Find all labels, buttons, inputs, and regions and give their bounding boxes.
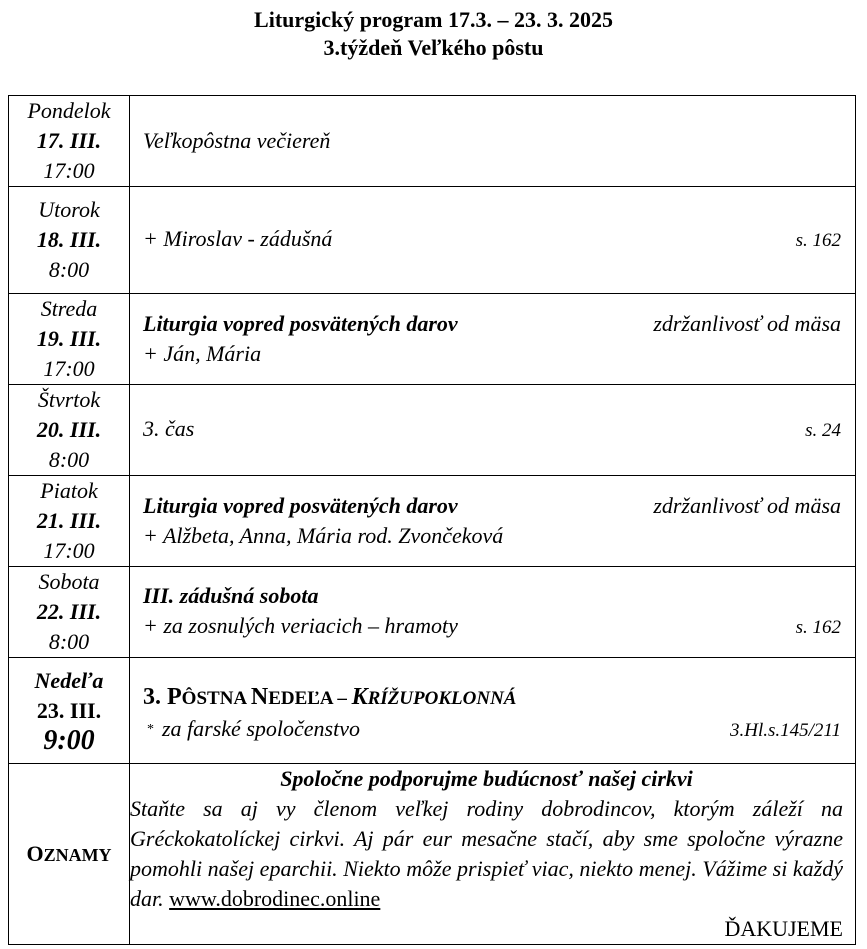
sunday-title: 3. PÔSTNA NEDEĽA – KRÍŽUPOKLONNÁ (143, 683, 517, 710)
day-cell (9, 96, 130, 187)
page-reference: s. 24 (805, 420, 841, 441)
day-date: 19. III. (36, 326, 102, 351)
service-cell (130, 658, 856, 764)
day-name: Streda (40, 296, 98, 321)
document-subtitle: 3.týždeň Veľkého pôstu (323, 35, 544, 60)
service-title: Liturgia vopred posvätených darov (143, 311, 458, 336)
intention-text: + Ján, Mária (143, 341, 262, 366)
schedule-table (8, 95, 856, 945)
day-time: 17:00 (43, 158, 95, 183)
day-name: Piatok (40, 478, 98, 503)
donor-link[interactable]: www.dobrodinec.online (169, 886, 381, 911)
day-date: 23. III. (36, 697, 102, 723)
fasting-note: zdržanlivosť od mäsa (653, 493, 841, 518)
announcements-row (9, 764, 856, 945)
day-date: 18. III. (36, 227, 102, 252)
day-time: 8:00 (48, 447, 90, 472)
schedule-row (9, 294, 856, 385)
intention-text: za farské spoločenstvo (162, 715, 360, 741)
sunday-number: 3. (143, 683, 167, 710)
schedule-row (9, 476, 856, 567)
day-name: Pondelok (27, 98, 111, 123)
day-cell (9, 294, 130, 385)
service-cell (130, 96, 856, 187)
intention-text: + za zosnulých veriacich – hramoty (143, 613, 458, 638)
service-cell (130, 567, 856, 658)
service-cell (130, 187, 856, 294)
document-title: Liturgický program 17.3. – 23. 3. 2025 (254, 7, 613, 32)
star-bullet: * (147, 722, 154, 738)
day-cell (9, 567, 130, 658)
day-cell (9, 476, 130, 567)
day-name: Sobota (38, 569, 100, 594)
schedule-row (9, 96, 856, 187)
day-time: 8:00 (48, 629, 90, 654)
service-text: 3. čas (143, 416, 195, 441)
service-cell (130, 476, 856, 567)
schedule-row (9, 385, 856, 476)
schedule-row (9, 567, 856, 658)
day-name: Štvrtok (37, 387, 101, 412)
day-time: 17:00 (43, 356, 95, 381)
schedule-row-sunday (9, 658, 856, 764)
service-title: Liturgia vopred posvätených darov (143, 493, 458, 518)
announcement-body: Staňte sa aj vy členom veľkej rodiny dobrodincov, ktorým záleží na Gréckokatolíckej cirkvi. Aj pár eur mesačne stačí, aby sme spoločne výrazne pomohli našej eparchii. Niekto môže prispieť viac, niekto menej. Vážime si každý dar. www.dobrodinec.online (130, 796, 843, 911)
day-date: 21. III. (36, 508, 102, 533)
service-title: III. zádušná sobota (143, 583, 319, 608)
day-cell (9, 658, 130, 764)
announcements-cell (130, 764, 856, 945)
day-date: 17. III. (36, 128, 102, 153)
thanks-text: ĎAKUJEME (724, 916, 843, 941)
page-reference: s. 162 (795, 617, 841, 638)
day-time: 8:00 (48, 257, 90, 282)
day-date: 22. III. (36, 599, 102, 624)
day-date: 20. III. (36, 417, 102, 442)
service-text: + Miroslav - zádušná (143, 226, 333, 251)
day-name: Nedeľa (34, 667, 104, 693)
service-cell (130, 385, 856, 476)
intention-text: + Alžbeta, Anna, Mária rod. Zvončeková (143, 523, 504, 548)
fasting-note: zdržanlivosť od mäsa (653, 311, 841, 336)
announcement-title: Spoločne podporujme budúcnosť našej cirkvi (280, 766, 693, 791)
page-reference: 3.Hl.s.145/211 (729, 719, 841, 741)
day-name: Utorok (38, 197, 100, 222)
document-header (0, 6, 867, 62)
page-reference: s. 162 (795, 230, 841, 251)
day-cell (9, 385, 130, 476)
service-cell (130, 294, 856, 385)
day-cell (9, 187, 130, 294)
service-text: Veľkopôstna večiereň (143, 128, 331, 153)
announcements-label: OZNAMY (9, 764, 130, 945)
day-time: 17:00 (43, 538, 95, 563)
day-time: 9:00 (43, 724, 95, 756)
schedule-row (9, 187, 856, 294)
